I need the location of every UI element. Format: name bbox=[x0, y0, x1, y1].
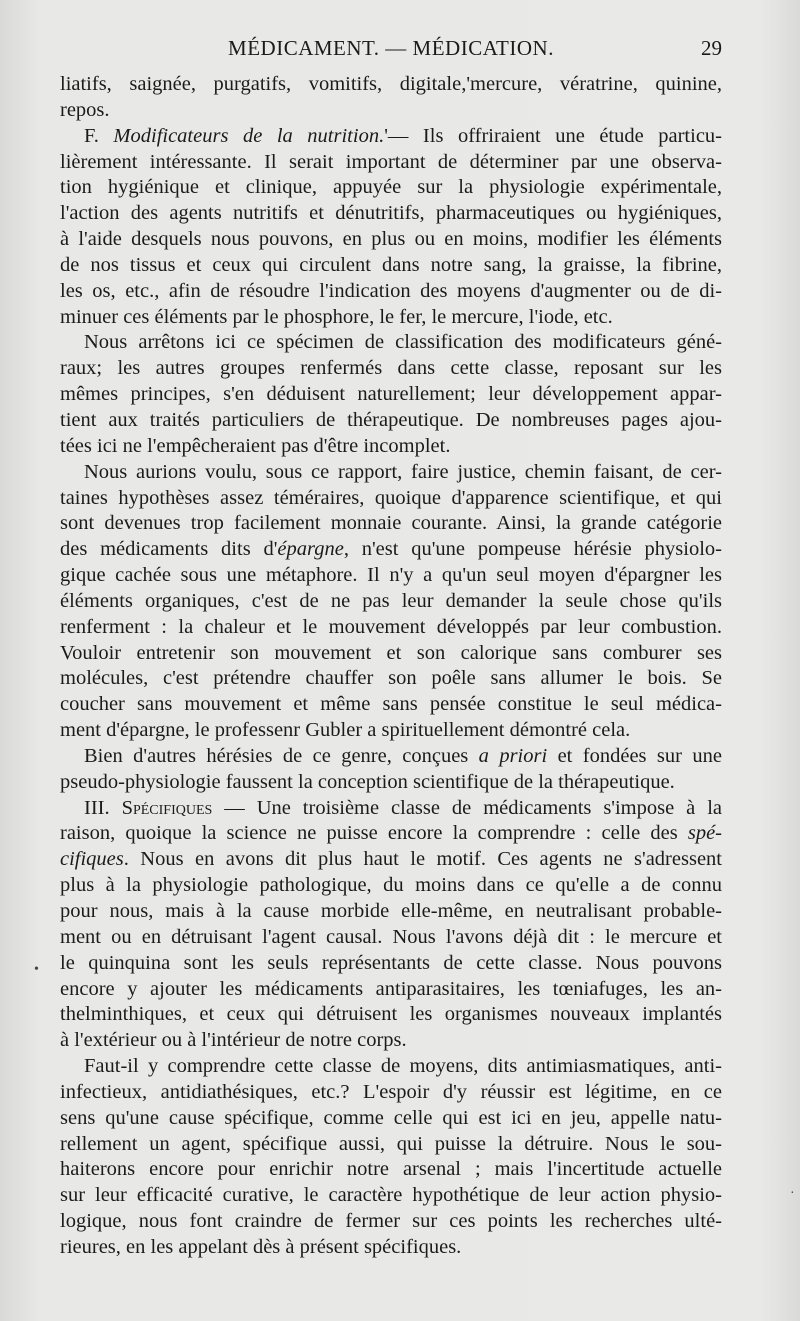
margin-speck-mark: · bbox=[790, 1186, 795, 1201]
text-line: taines hypothèses assez téméraires, quoique d'apparence scientifique, et qui bbox=[60, 486, 722, 509]
text-line: raux; les autres groupes renfermés dans cette classe, reposant sur les bbox=[60, 357, 722, 380]
text-line: lièrement intéressante. Il serait important de déterminer par une observa- bbox=[60, 150, 722, 173]
text-line: infectieux, antidiathésiques, etc.? L'espoir d'y réussir est légitime, en ce bbox=[60, 1080, 722, 1103]
section-heading-smallcaps: Spécifiques bbox=[121, 796, 213, 819]
italic-term: épargne bbox=[277, 538, 344, 561]
body-text bbox=[60, 72, 722, 1261]
text-fragment: des médicaments dits d' bbox=[60, 538, 278, 561]
text-line: renferment : la chaleur et le mouvement développés par leur combustion. bbox=[60, 615, 722, 638]
section-letter: F. bbox=[84, 124, 114, 147]
text-line: Nous arrêtons ici ce spécimen de classification des modificateurs géné- bbox=[84, 331, 722, 354]
page-header-title: MÉDICAMENT. — MÉDICATION. bbox=[228, 36, 554, 60]
text-line: thelminthiques, et ceux qui détruisent les organismes nouveaux implantés bbox=[60, 1003, 722, 1026]
italic-term: spé- bbox=[687, 822, 722, 845]
section-title-italic: Modificateurs de la nutrition. bbox=[113, 124, 385, 147]
text-fragment: . Nous en avons dit plus haut le motif. Ces agents ne s'adressent bbox=[123, 848, 722, 871]
italic-term: cifiques bbox=[60, 848, 124, 871]
text-line bbox=[60, 744, 722, 770]
text-line bbox=[60, 537, 722, 563]
text-line: à l'extérieur ou à l'intérieur de notre corps. bbox=[60, 1029, 407, 1052]
text-line: le quinquina sont les seuls représentants de cette classe. Nous pouvons bbox=[60, 951, 722, 974]
text-line: tient aux traités particuliers de thérapeutique. De nombreuses pages ajou- bbox=[60, 408, 722, 431]
text-line: sont devenues trop facilement monnaie courante. Ainsi, la grande catégorie bbox=[60, 512, 722, 535]
text-line: l'action des agents nutritifs et dénutritifs, pharmaceutiques ou hygiéniques, bbox=[60, 202, 722, 225]
text-line: ment d'épargne, le professenr Gubler a spirituellement démontré cela. bbox=[60, 719, 631, 742]
text-line: tées ici ne l'empêcheraient pas d'être incomplet. bbox=[60, 434, 451, 457]
text-line: sur leur efficacité curative, le caractère hypothétique de leur action physio- bbox=[60, 1184, 722, 1207]
text-line bbox=[60, 796, 722, 822]
page-number: 29 bbox=[701, 36, 722, 60]
text-fragment: — Une troisième classe de médicaments s'impose à la bbox=[212, 796, 722, 819]
text-fragment: Bien d'autres hérésies de ce genre, conçues bbox=[84, 744, 479, 767]
text-line: rieures, en les appelant dès à présent spécifiques. bbox=[60, 1235, 462, 1258]
text-line: à l'aide desquels nous pouvons, en plus ou en moins, modifier les éléments bbox=[60, 228, 722, 251]
text-line: Faut-il y comprendre cette classe de moyens, dits antimiasmatiques, anti- bbox=[84, 1055, 722, 1078]
text-fragment: , n'est qu'une pompeuse hérésie physiolo- bbox=[343, 538, 722, 561]
text-line: plus à la physiologie pathologique, du moins dans ce qu'elle a de connu bbox=[60, 874, 722, 897]
text-line: Nous aurions voulu, sous ce rapport, faire justice, chemin faisant, de cer- bbox=[84, 460, 722, 483]
text-line: pseudo-physiologie faussent la conception scientifique de la thérapeutique. bbox=[60, 770, 675, 793]
text-line: éléments organiques, c'est de ne pas leur demander la seule chose qu'ils bbox=[60, 589, 722, 612]
text-line: ment ou en détruisant l'agent causal. Nous l'avons déjà dit : le mercure et bbox=[60, 925, 722, 948]
text-line: gique cachée sous une métaphore. Il n'y a qu'un seul moyen d'épargner les bbox=[60, 564, 722, 587]
text-line: rellement un agent, spécifique aussi, qui puisse la détruire. Nous le sou- bbox=[60, 1132, 722, 1155]
text-line: minuer ces éléments par le phosphore, le fer, le mercure, l'iode, etc. bbox=[60, 305, 613, 328]
text-line: de nos tissus et ceux qui circulent dans notre sang, la graisse, la fibrine, bbox=[60, 253, 722, 276]
text-line: coucher sans mouvement et même sans pensée constitue le seul médica- bbox=[60, 693, 722, 716]
text-fragment: '— Ils offriraient une étude particu- bbox=[384, 124, 722, 147]
section-number: III. bbox=[84, 796, 122, 819]
italic-term: a priori bbox=[478, 744, 548, 767]
text-line: logique, nous font craindre de fermer sur ces points les recherches ulté- bbox=[60, 1210, 722, 1233]
text-line: encore y ajouter les médicaments antiparasitaires, les tœniafuges, les an- bbox=[60, 977, 722, 1000]
text-line: repos. bbox=[60, 98, 110, 121]
text-line: liatifs, saignée, purgatifs, vomitifs, digitale,'mercure, vératrine, quinine, bbox=[60, 73, 722, 95]
running-head bbox=[60, 36, 722, 66]
text-fragment: raison, quoique la science ne puisse encore la comprendre : celle des bbox=[60, 822, 688, 845]
text-line: pour nous, mais à la cause morbide elle-même, en neutralisant probable- bbox=[60, 900, 722, 922]
text-line: molécules, c'est prétendre chauffer son poêle sans allumer le bois. Se bbox=[60, 667, 722, 690]
text-line bbox=[60, 821, 722, 847]
text-line bbox=[60, 847, 722, 873]
text-line: Vouloir entretenir son mouvement et son calorique sans comburer ses bbox=[60, 641, 722, 664]
text-line bbox=[60, 124, 722, 150]
text-line: haiterons encore pour enrichir notre arsenal ; mais l'incertitude actuelle bbox=[60, 1158, 722, 1181]
margin-dot-mark: • bbox=[34, 962, 39, 977]
text-line: tion hygiénique et clinique, appuyée sur la physiologie expérimentale, bbox=[60, 176, 722, 199]
text-line: les os, etc., afin de résoudre l'indication des moyens d'augmenter ou de di- bbox=[60, 279, 722, 302]
text-line: sens qu'une cause spécifique, comme celle qui est ici en jeu, appelle natu- bbox=[60, 1106, 722, 1129]
text-fragment: et fondées sur une bbox=[547, 744, 722, 767]
text-line: mêmes principes, s'en déduisent naturellement; leur développement appar- bbox=[60, 383, 722, 406]
